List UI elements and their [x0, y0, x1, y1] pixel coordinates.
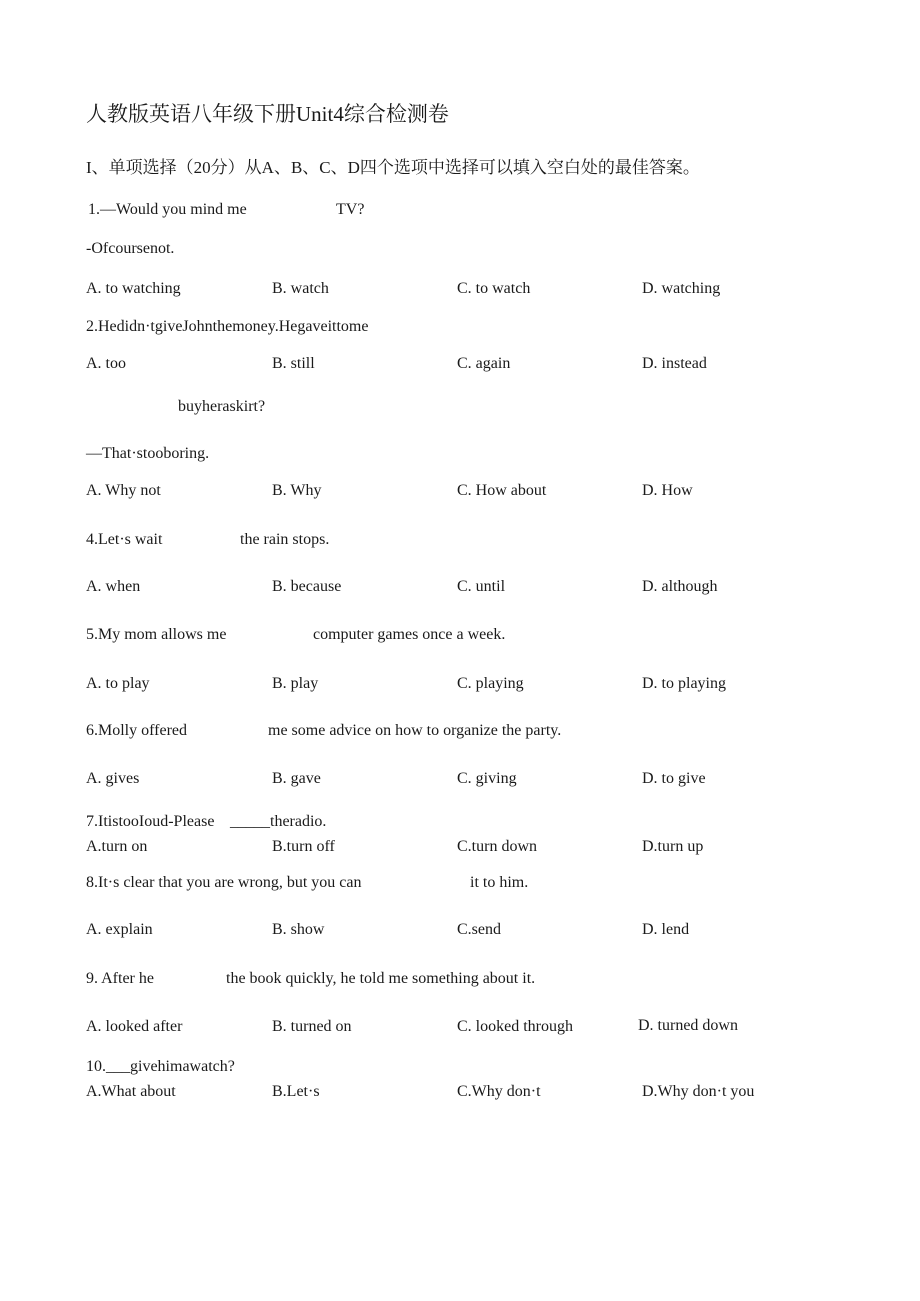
question-8-option-c: C.send	[457, 921, 501, 938]
question-3-option-a: A. Why not	[86, 482, 161, 499]
question-8-option-a: A. explain	[86, 921, 153, 938]
question-5-option-d: D. to playing	[642, 675, 726, 692]
question-9-option-a: A. looked after	[86, 1018, 183, 1035]
question-5-stem: 5.My mom allows me	[86, 626, 227, 643]
question-1-reply: -Ofcoursenot.	[86, 240, 175, 257]
question-1-stem-end: TV?	[336, 201, 365, 218]
question-6-option-d: D. to give	[642, 770, 706, 787]
question-6-option-c: C. giving	[457, 770, 517, 787]
question-4-stem: 4.Let·s wait	[86, 531, 163, 548]
question-8-stem-end: it to him.	[470, 874, 529, 891]
question-2-option-b: B. still	[272, 355, 315, 372]
question-8-option-d: D. lend	[642, 921, 690, 938]
question-1-option-a: A. to watching	[86, 280, 181, 297]
question-7-option-d: D.turn up	[642, 838, 704, 855]
question-9-stem-end: the book quickly, he told me something about it.	[226, 970, 536, 987]
question-3-option-d: D. How	[642, 482, 693, 499]
question-1-option-d: D. watching	[642, 280, 721, 297]
question-1-option-b: B. watch	[272, 280, 329, 297]
question-7-stem-end: _____theradio.	[230, 813, 327, 830]
question-5-option-b: B. play	[272, 675, 319, 692]
question-2-stem: 2.Hedidn·tgiveJohnthemoney.Hegaveittome	[86, 318, 369, 335]
question-7-stem: 7.ItistooIoud-Please	[86, 813, 215, 830]
question-6-stem: 6.Molly offered	[86, 722, 188, 739]
question-2-option-c: C. again	[457, 355, 511, 372]
question-5-option-c: C. playing	[457, 675, 524, 692]
question-9-option-c: C. looked through	[457, 1018, 573, 1035]
question-7-option-a: A.turn on	[86, 838, 148, 855]
question-6-option-b: B. gave	[272, 770, 321, 787]
question-3-option-b: B. Why	[272, 482, 322, 499]
question-8-stem: 8.It·s clear that you are wrong, but you can	[86, 874, 362, 891]
question-4-option-b: B. because	[272, 578, 342, 595]
question-10-stem: 10.___givehimawatch?	[86, 1058, 235, 1075]
question-2-option-a: A. too	[86, 355, 126, 372]
question-6-stem-end: me some advice on how to organize the party.	[268, 722, 562, 739]
page-title: 人教版英语八年级下册Unit4综合检测卷	[86, 102, 449, 126]
question-2-option-d: D. instead	[642, 355, 707, 372]
question-3-stem: buyheraskirt?	[178, 398, 266, 415]
question-3-option-c: C. How about	[457, 482, 547, 499]
question-1-option-c: C. to watch	[457, 280, 531, 297]
question-9-option-d: D. turned down	[638, 1017, 738, 1034]
question-4-option-a: A. when	[86, 578, 141, 595]
question-4-option-c: C. until	[457, 578, 506, 595]
question-10-option-b: B.Let·s	[272, 1083, 320, 1100]
question-10-option-a: A.What about	[86, 1083, 176, 1100]
question-9-option-b: B. turned on	[272, 1018, 352, 1035]
question-3-reply: —That·stooboring.	[86, 445, 210, 462]
question-1-stem: 1.—Would you mind me	[88, 201, 247, 218]
question-7-option-c: C.turn down	[457, 838, 537, 855]
question-4-stem-end: the rain stops.	[240, 531, 330, 548]
question-10-option-c: C.Why don·t	[457, 1083, 541, 1100]
question-5-stem-end: computer games once a week.	[313, 626, 506, 643]
question-9-stem: 9. After he	[86, 970, 154, 987]
question-5-option-a: A. to play	[86, 675, 150, 692]
question-8-option-b: B. show	[272, 921, 325, 938]
question-6-option-a: A. gives	[86, 770, 140, 787]
question-4-option-d: D. although	[642, 578, 718, 595]
section-heading: I、单项选择（20分）从A、B、C、D四个选项中选择可以填入空白处的最佳答案。	[86, 158, 700, 177]
question-7-option-b: B.turn off	[272, 838, 335, 855]
question-10-option-d: D.Why don·t you	[642, 1083, 755, 1100]
